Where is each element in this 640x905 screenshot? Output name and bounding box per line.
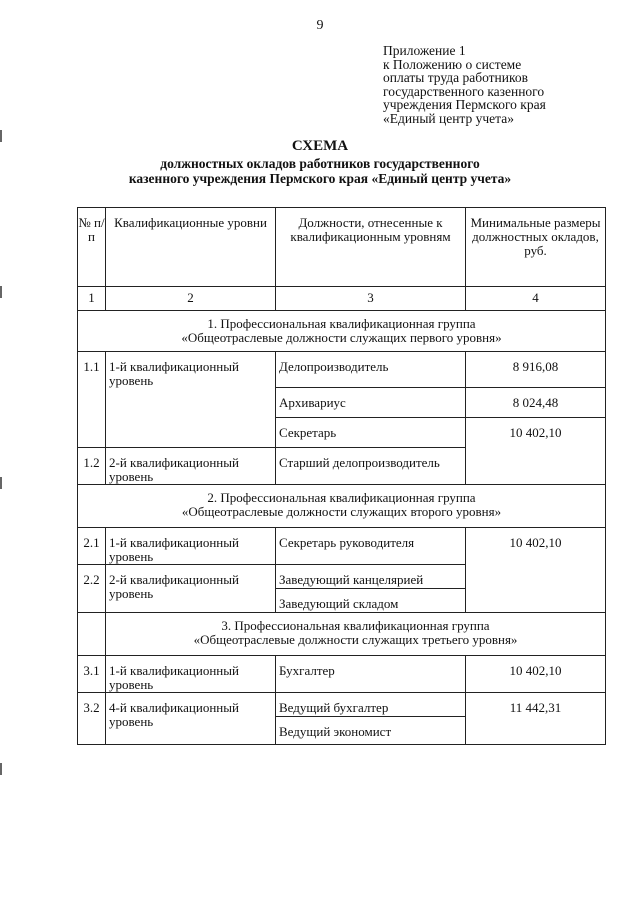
group-title-row — [78, 311, 606, 352]
appendix-line: оплаты труда работников — [383, 70, 528, 85]
position-name: Старший делопроизводитель — [276, 448, 466, 485]
position-name: Ведущий бухгалтер — [276, 693, 466, 717]
position-name: Секретарь руководителя — [276, 528, 466, 565]
position-name: Ведущий экономист — [276, 717, 466, 745]
salary-value: 11 442,31 — [466, 693, 606, 745]
document-subtitle — [0, 156, 640, 186]
position-name: Бухгалтер — [276, 656, 466, 693]
table-row — [78, 352, 606, 388]
margin-mark — [0, 763, 2, 775]
salary-value: 10 402,10 — [466, 656, 606, 693]
table-row — [78, 693, 606, 717]
qualification-level: 1-й квалификационный уровень — [106, 352, 276, 448]
qualification-level: 4-й квалификационный уровень — [106, 693, 276, 745]
margin-mark — [0, 130, 2, 142]
appendix-line: «Единый центр учета» — [383, 110, 514, 126]
group-title-line: 3. Профессиональная квалификационная группа — [221, 618, 490, 633]
group-title — [78, 485, 606, 528]
row-number: 2.1 — [78, 528, 106, 565]
group-title-line: 2. Профессиональная квалификационная группа — [207, 490, 476, 505]
salary-value: 10 402,10 — [466, 528, 606, 613]
position-name: Заведующий складом — [276, 589, 466, 613]
column-numbers-row — [78, 287, 606, 311]
group-title-row — [78, 613, 606, 656]
position-name: Делопроизводитель — [276, 352, 466, 388]
group-title-line: 1. Профессиональная квалификационная группа — [207, 316, 476, 331]
header-num: № п/п — [78, 208, 106, 287]
column-number: 3 — [276, 287, 466, 311]
group-title-line: «Общеотраслевые должности служащих первого уровня» — [181, 330, 502, 345]
header-salary: Минимальные размеры должностных окладов, руб. — [466, 208, 606, 287]
subtitle-line: казенного учреждения Пермского края «Единый центр учета» — [128, 171, 512, 186]
group-title — [106, 613, 606, 656]
appendix-line: к Положению о системе — [383, 56, 522, 72]
qualification-level: 1-й квалификационный уровень — [106, 528, 276, 565]
qualification-level: 1-й квалификационный уровень — [106, 656, 276, 693]
margin-mark — [0, 477, 2, 489]
margin-mark — [0, 286, 2, 298]
empty-cell — [78, 613, 106, 656]
header-level: Квалификационные уровни — [106, 208, 276, 287]
position-name: Заведующий канцелярией — [276, 565, 466, 589]
group-title — [78, 311, 606, 352]
page-number: 9 — [316, 18, 324, 33]
group-title-row — [78, 485, 606, 528]
appendix-note — [383, 44, 546, 125]
table-header-row — [78, 208, 606, 287]
row-number: 3.2 — [78, 693, 106, 745]
position-name: Архивариус — [276, 388, 466, 418]
position-name: Секретарь — [276, 418, 466, 448]
appendix-line: учреждения Пермского края — [383, 97, 546, 112]
table-row — [78, 656, 606, 693]
row-number: 1.2 — [78, 448, 106, 485]
subtitle-line: должностных окладов работников государственного — [160, 156, 480, 171]
salary-value: 8 916,08 — [466, 352, 606, 388]
table-row — [78, 528, 606, 565]
appendix-line: Приложение 1 — [383, 43, 466, 58]
column-number: 1 — [78, 287, 106, 311]
row-number: 2.2 — [78, 565, 106, 613]
salary-value: 8 024,48 — [466, 388, 606, 418]
column-number: 4 — [466, 287, 606, 311]
qualification-level: 2-й квалификационный уровень — [106, 565, 276, 613]
qualification-level: 2-й квалификационный уровень — [106, 448, 276, 485]
appendix-line: государственного казенного — [383, 83, 545, 99]
group-title-line: «Общеотраслевые должности служащих третьего уровня» — [193, 632, 518, 647]
row-number: 3.1 — [78, 656, 106, 693]
salary-value: 10 402,10 — [466, 418, 606, 485]
column-number: 2 — [106, 287, 276, 311]
salary-schema-table — [77, 207, 606, 745]
header-positions: Должности, отнесенные к квалификационным уровням — [276, 208, 466, 287]
row-number: 1.1 — [78, 352, 106, 448]
document-title: СХЕМА — [291, 138, 349, 154]
group-title-line: «Общеотраслевые должности служащих второго уровня» — [181, 504, 502, 519]
